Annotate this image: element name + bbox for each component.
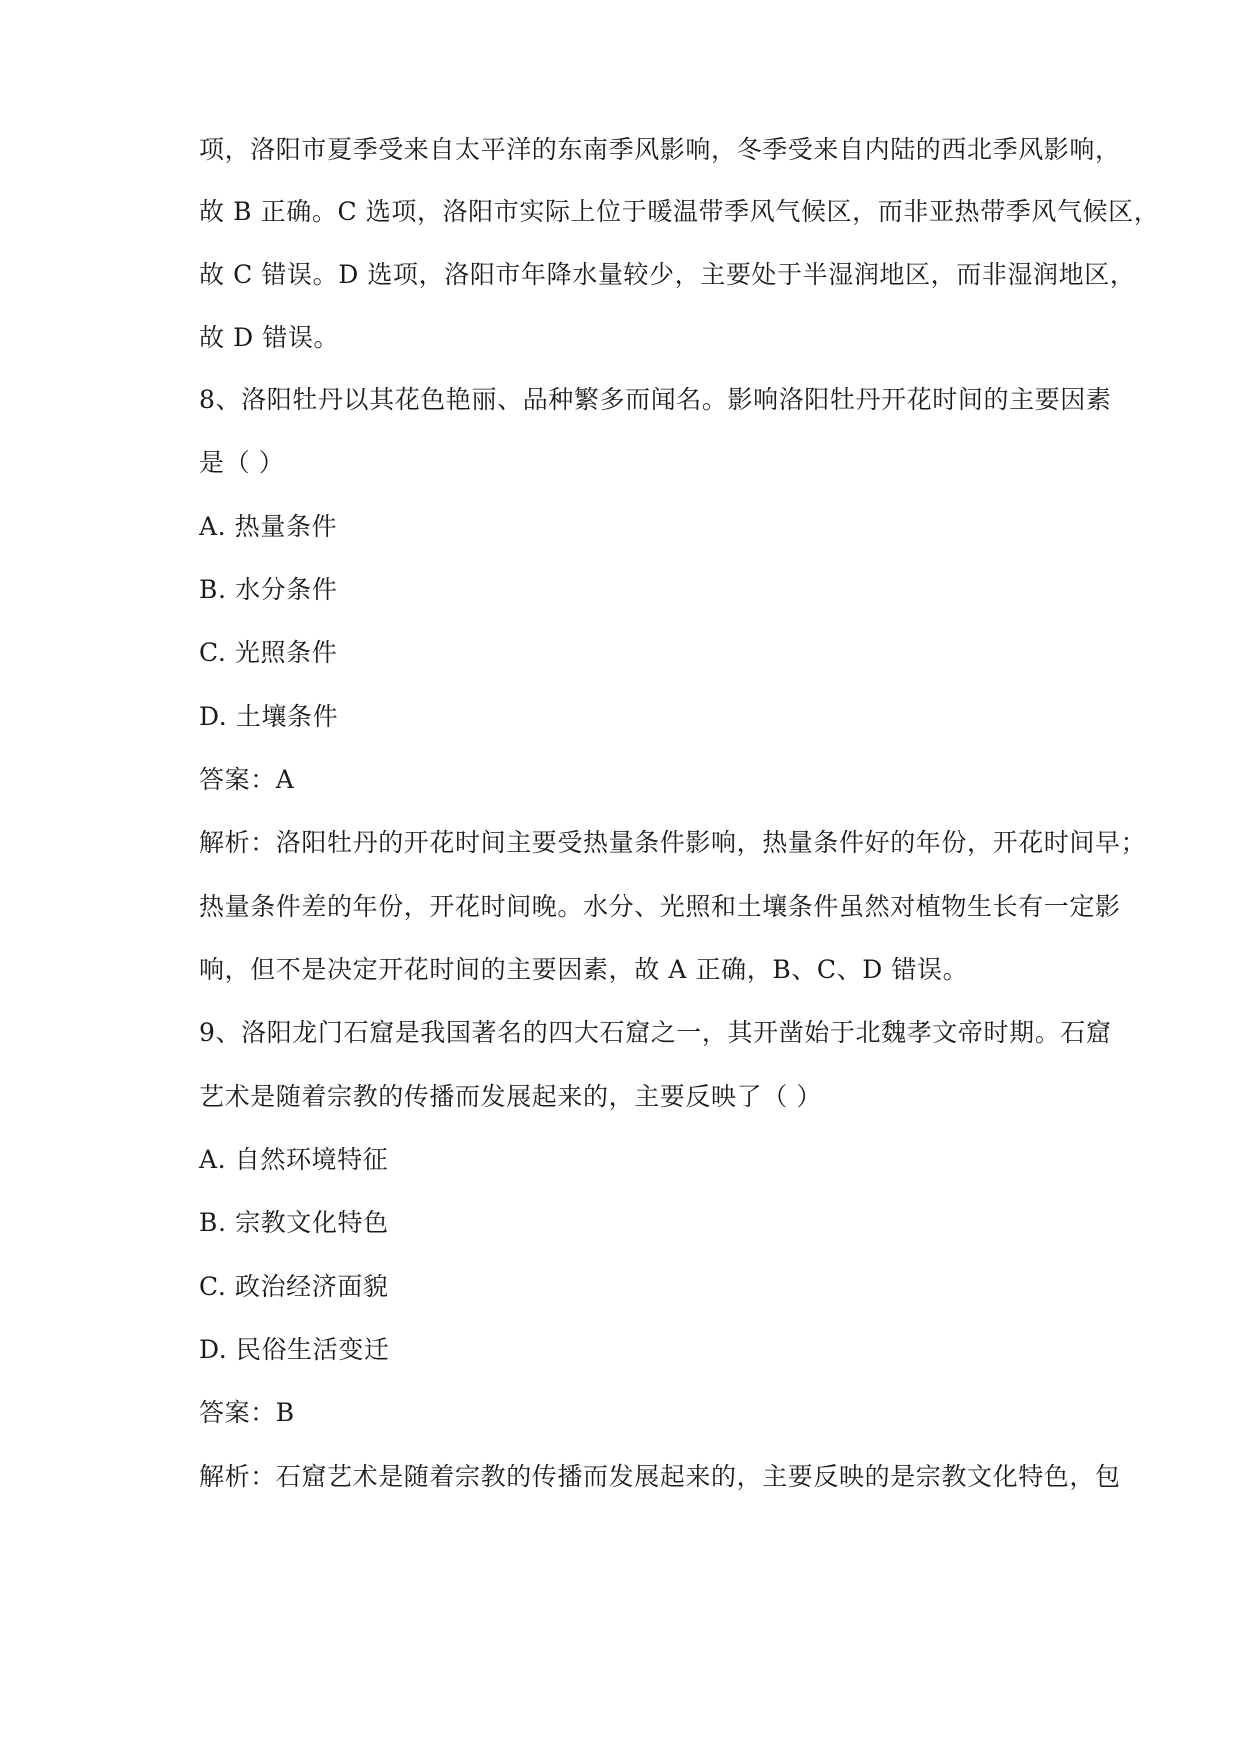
question-8-option-a: A. 热量条件 (199, 512, 338, 541)
question-8-option-b: B. 水分条件 (199, 575, 338, 604)
question-8-option-c: C. 光照条件 (199, 638, 338, 667)
question-8-option-d: D. 土壤条件 (199, 702, 339, 731)
question-8-explanation-line-1: 解析：洛阳牡丹的开花时间主要受热量条件影响，热量条件好的年份，开花时间早； (199, 828, 1147, 857)
question-9-stem-line-2: 艺术是随着宗教的传播而发展起来的，主要反映了（ ） (199, 1082, 822, 1111)
question-9-explanation-line-1: 解析：石窟艺术是随着宗教的传播而发展起来的，主要反映的是宗教文化特色，包 (199, 1462, 1121, 1491)
question-9-stem-line-1: 9、洛阳龙门石窟是我国著名的四大石窟之一，其开凿始于北魏孝文帝时期。石窟 (199, 1018, 1112, 1047)
question-8-explanation-line-3: 响，但不是决定开花时间的主要因素，故 A 正确，B、C、D 错误。 (199, 955, 969, 984)
explanation-prev-line-2: 故 B 正确。C 选项，洛阳市实际上位于暖温带季风气候区，而非亚热带季风气候区， (199, 197, 1160, 226)
question-9-option-b: B. 宗教文化特色 (199, 1208, 389, 1237)
question-9-answer: 答案：B (199, 1398, 295, 1427)
explanation-prev-line-1: 项，洛阳市夏季受来自太平洋的东南季风影响，冬季受来自内陆的西北季风影响， (199, 135, 1121, 164)
question-9-option-c: C. 政治经济面貌 (199, 1272, 389, 1301)
question-9-option-a: A. 自然环境特征 (199, 1145, 389, 1174)
question-8-stem-line-1: 8、洛阳牡丹以其花色艳丽、品种繁多而闻名。影响洛阳牡丹开花时间的主要因素 (199, 385, 1112, 414)
question-8-answer: 答案：A (199, 765, 295, 794)
explanation-prev-line-3: 故 C 错误。D 选项，洛阳市年降水量较少，主要处于半湿润地区，而非湿润地区， (199, 260, 1136, 289)
question-9-option-d: D. 民俗生活变迁 (199, 1335, 390, 1364)
question-8-explanation-line-2: 热量条件差的年份，开花时间晚。水分、光照和土壤条件虽然对植物生长有一定影 (199, 892, 1121, 921)
explanation-prev-line-4: 故 D 错误。 (199, 323, 340, 352)
question-8-stem-line-2: 是（ ） (199, 448, 285, 477)
